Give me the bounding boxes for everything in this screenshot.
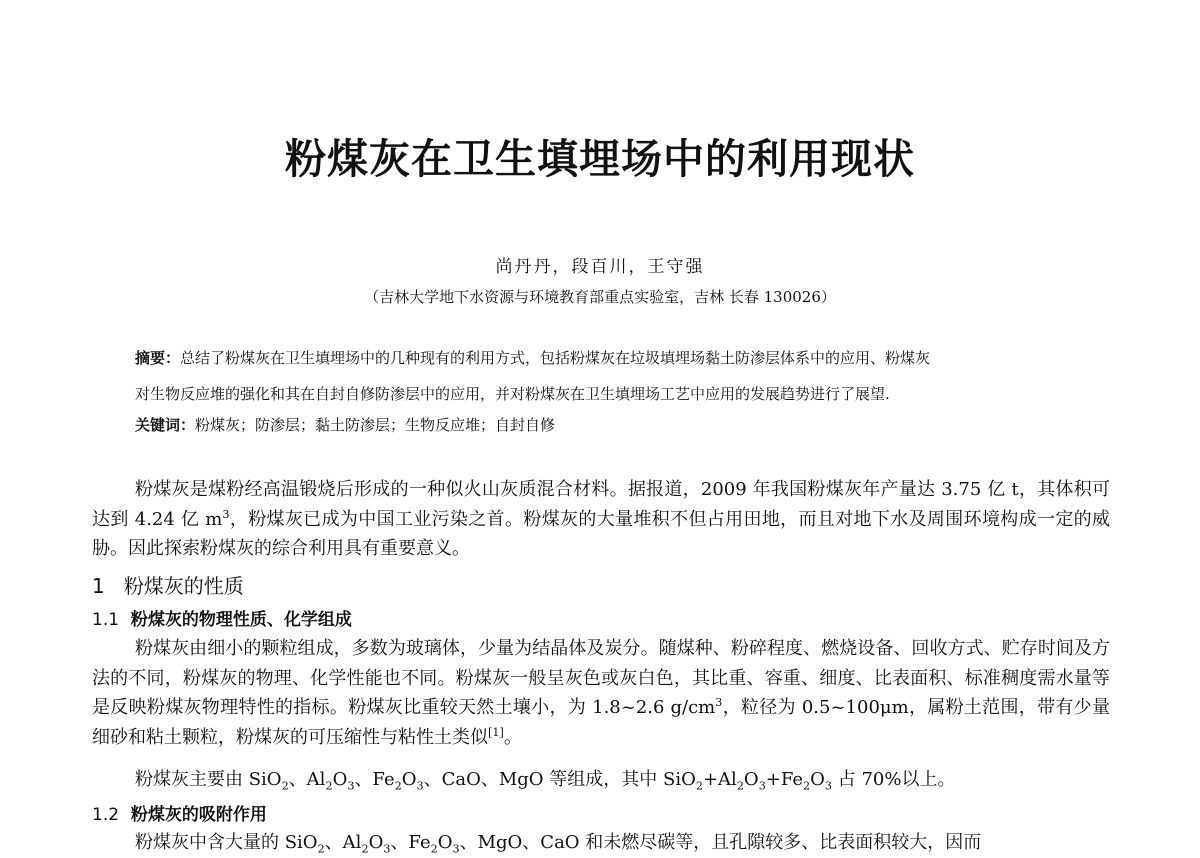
adsorption-paragraph: 粉煤灰中含大量的 SiO$_2$、$Al_2O_3$、$Fe_2O_3$、MgO、CaO 和未燃尽碳等，且孔隙较多、比表面积较大，因而 [135, 832, 982, 856]
abstract-line-2: 对生物反应堆的强化和其在自封自修防渗层中的应用，并对粉煤灰在卫生填埋场工艺中应用的发展趋势进行了展望. [135, 385, 890, 403]
intro-paragraph: 粉煤灰是煤粉经高温锻烧后形成的一种似火山灰质混合材料。据报道，2009 年我国粉煤灰年产量达 3.75 亿 t，其体积可达到 4.24 亿 $m^3$，粉煤灰已成为中国工业污染之首。粉煤灰的大量堆积不但占用田地，而且对地下水及周围环境构成一定的威胁。因此探索粉煤灰的综合利用具有重要意义。 [92, 479, 1111, 559]
keywords-label: 关键词： [135, 416, 196, 434]
physical-properties-paragraph: 粉煤灰由细小的颗粒组成，多数为玻璃体，少量为结晶体及炭分。随煤种、粉碎程度、燃烧设备、回收方式、贮存时间及方法的不同，粉煤灰的物理、化学性能也不同。粉煤灰一般呈灰色或灰白色，其比重、容重、细度、比表面积、标准稠度需水量等是反映粉煤灰物理特性的指标。粉煤灰比重较天然土壤小，为 1.8~2.6 $g/cm^3$，粒径为 0.5~100μm，属粉土范围，带有少量细砂和粘土颗粒，粉煤灰的可压缩性与粘性土类似[1]。 [92, 638, 1110, 748]
affiliation: （吉林大学地下水资源与环境教育部重点实验室，吉林 长春 130026） [364, 288, 836, 306]
section-heading-1: 1 粉煤灰的性质 [92, 574, 244, 598]
keywords-text: 粉煤灰；防渗层；黏土防渗层；生物反应堆；自封自修 [195, 416, 556, 434]
abstract-text-1: 总结了粉煤灰在卫生填埋场中的几种现有的利用方式，包括粉煤灰在垃圾填埋场黏土防渗层体系中的应用、粉煤灰 [180, 349, 931, 367]
section-heading-1-1: 1.1 粉煤灰的物理性质、化学组成 [92, 610, 352, 630]
abstract-label: 摘要： [135, 349, 181, 367]
keywords [135, 414, 1110, 435]
section-heading-1-2: 1.2 粉煤灰的吸附作用 [92, 805, 267, 825]
chemical-composition-paragraph: 粉煤灰主要由 SiO$_2$、$Al_2O_3$、$Fe_2O_3$、CaO、MgO 等组成，其中 $SiO_2+Al_2O_3+Fe_2O_3$ 占 70%以上。 [135, 769, 956, 793]
authors: 尚丹丹，段百川，王守强 [495, 257, 705, 277]
abstract-line-1 [135, 347, 1110, 368]
paper-title: 粉煤灰在卫生填埋场中的利用现状 [285, 135, 915, 183]
citation-ref[interactable]: [1] [488, 725, 504, 739]
